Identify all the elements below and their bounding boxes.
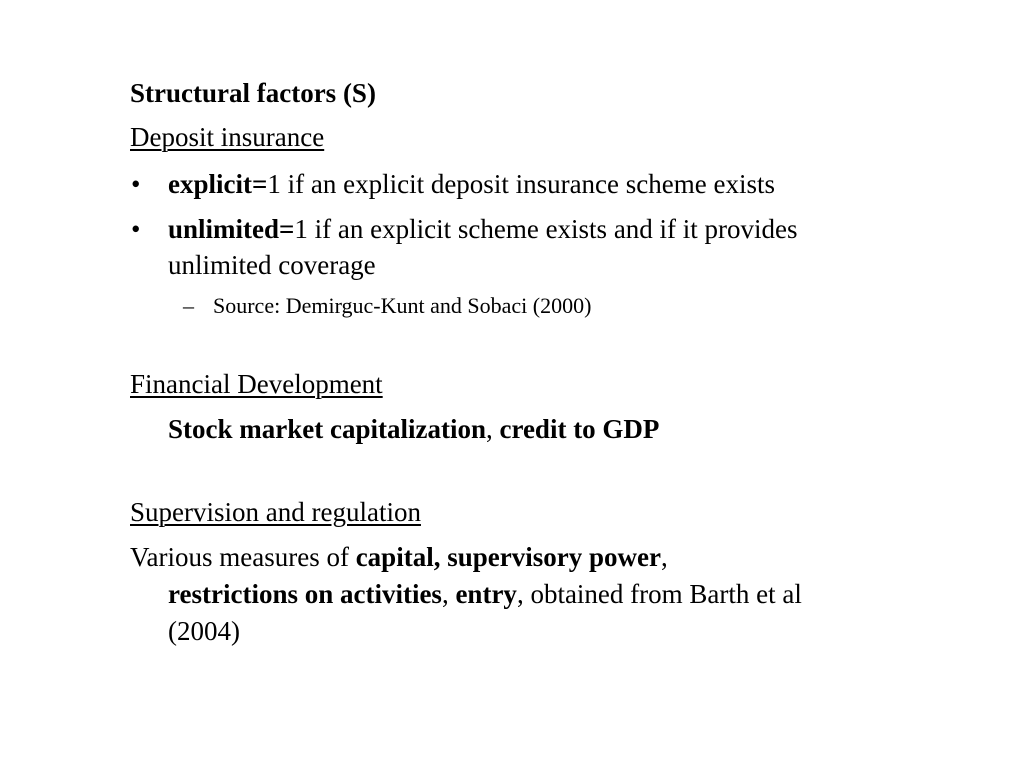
- bullet-unlimited-term: unlimited=: [168, 214, 295, 244]
- supervision-sep-2: ,: [441, 579, 456, 609]
- supervision-line-2: [168, 576, 802, 612]
- entry: entry: [455, 579, 517, 609]
- capital-supervisory-power: capital, supervisory power: [355, 542, 661, 572]
- bullet-unlimited: [168, 211, 798, 247]
- fd-separator: ,: [485, 414, 500, 444]
- supervision-sep-1: ,: [660, 542, 668, 572]
- supervision-tail: , obtained from Barth et al: [516, 579, 802, 609]
- financial-development-measures: [168, 411, 659, 447]
- bullet-unlimited-continuation: unlimited coverage: [168, 250, 376, 280]
- credit-to-gdp: credit to GDP: [499, 414, 660, 444]
- source-citation: Source: Demirguc-Kunt and Sobaci (2000): [213, 293, 592, 318]
- bullet-explicit-text: 1 if an explicit deposit insurance scheme exists: [267, 169, 775, 199]
- restrictions-on-activities: restrictions on activities: [168, 579, 442, 609]
- slide-heading: Structural factors (S): [130, 78, 376, 108]
- financial-development-title: Financial Development: [130, 369, 383, 399]
- bullet-glyph-1: •: [131, 169, 141, 199]
- bullet-explicit: [168, 166, 775, 202]
- bullet-explicit-term: explicit=: [168, 169, 268, 199]
- deposit-insurance-title: Deposit insurance: [130, 122, 325, 152]
- bullet-glyph-2: •: [131, 214, 141, 244]
- supervision-line-1: [130, 539, 668, 575]
- supervision-title: Supervision and regulation: [130, 497, 421, 527]
- bullet-unlimited-text: 1 if an explicit scheme exists and if it provides: [294, 214, 798, 244]
- supervision-year: (2004): [168, 616, 240, 646]
- stock-market-capitalization: Stock market capitalization: [168, 414, 486, 444]
- sub-dash: –: [183, 293, 194, 318]
- supervision-intro: Various measures of: [130, 542, 356, 572]
